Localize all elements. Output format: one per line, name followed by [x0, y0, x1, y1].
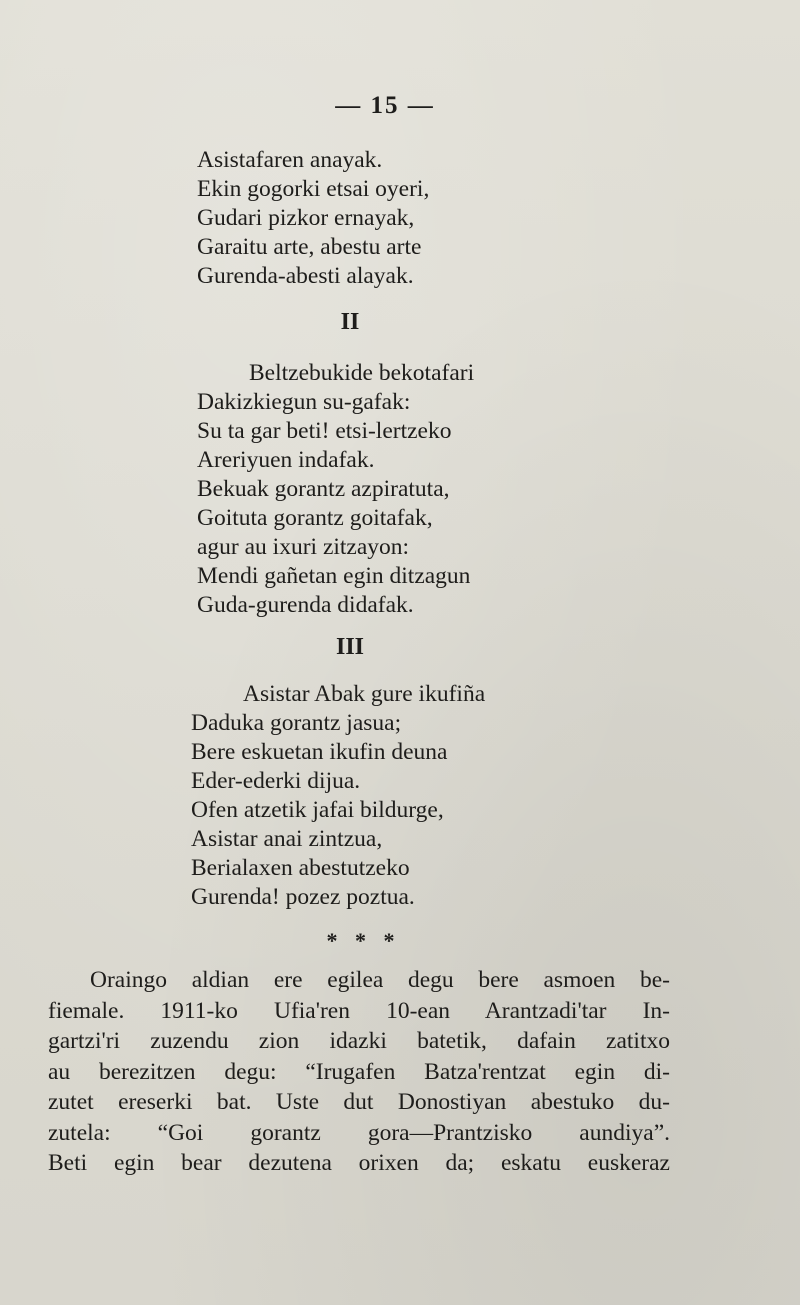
prose-line: Beti egin bear dezutena orixen da; eskatu euskeraz: [48, 1150, 670, 1176]
verse-line: Areriyuen indafak.: [197, 447, 375, 473]
verse-line: Asistar Abak gure ikufiña: [243, 681, 486, 707]
verse-line: Su ta gar beti! etsi-lertzeko: [197, 418, 452, 444]
verse-line: Bere eskuetan ikufin deuna: [191, 739, 448, 765]
verse-line: Goituta gorantz goitafak,: [197, 505, 433, 531]
verse-line: Asistar anai zintzua,: [191, 826, 383, 852]
poem-stanza-3: [191, 680, 485, 912]
prose-line: zutet ereserki bat. Uste dut Donostiyan abestuko du-: [48, 1089, 670, 1115]
prose-line: gartzi'ri zuzendu zion idazki batetik, dafain zatitxo: [48, 1028, 670, 1054]
verse-line: Berialaxen abestutzeko: [191, 855, 410, 881]
verse-line: agur au ixuri zitzayon:: [197, 534, 410, 560]
verse-line: Gurenda! pozez poztua.: [191, 884, 415, 910]
section-ornament: * * *: [326, 928, 401, 953]
verse-line: Garaitu arte, abestu arte: [197, 234, 422, 260]
prose-line: Oraingo aldian ere egilea degu bere asmoen be-: [90, 967, 670, 993]
poem-stanza-1: [197, 146, 429, 291]
section-heading-iii: III: [335, 634, 365, 660]
verse-line: Gudari pizkor ernayak,: [197, 205, 415, 231]
verse-line: Beltzebukide bekotafari: [249, 360, 475, 386]
prose-line: fiemale. 1911-ko Ufia'ren 10-ean Arantzadi'tar In-: [48, 997, 670, 1024]
verse-line: Daduka gorantz jasua;: [191, 710, 402, 736]
poem-stanza-2: [197, 359, 474, 620]
page-number: — 15 —: [335, 92, 435, 119]
verse-line: Mendi gañetan egin ditzagun: [197, 563, 471, 589]
verse-line: Gurenda-abesti alayak.: [197, 263, 414, 289]
verse-line: Asistafaren anayak.: [197, 147, 383, 173]
prose-line: zutela: “Goi gorantz gora—Prantzisko aundiya”.: [48, 1119, 670, 1146]
verse-line: Dakizkiegun su-gafak:: [197, 389, 411, 415]
verse-line: Ekin gogorki etsai oyeri,: [197, 176, 430, 202]
prose-paragraph: [48, 965, 670, 1179]
verse-line: Guda-gurenda didafak.: [197, 592, 414, 618]
prose-line: au berezitzen degu: “Irugafen Batza'rentzat egin di-: [48, 1058, 670, 1085]
section-heading-ii: II: [340, 309, 360, 335]
verse-line: Eder-ederki dijua.: [191, 768, 361, 794]
verse-line: Bekuak gorantz azpiratuta,: [197, 476, 450, 502]
verse-line: Ofen atzetik jafai bildurge,: [191, 797, 444, 823]
